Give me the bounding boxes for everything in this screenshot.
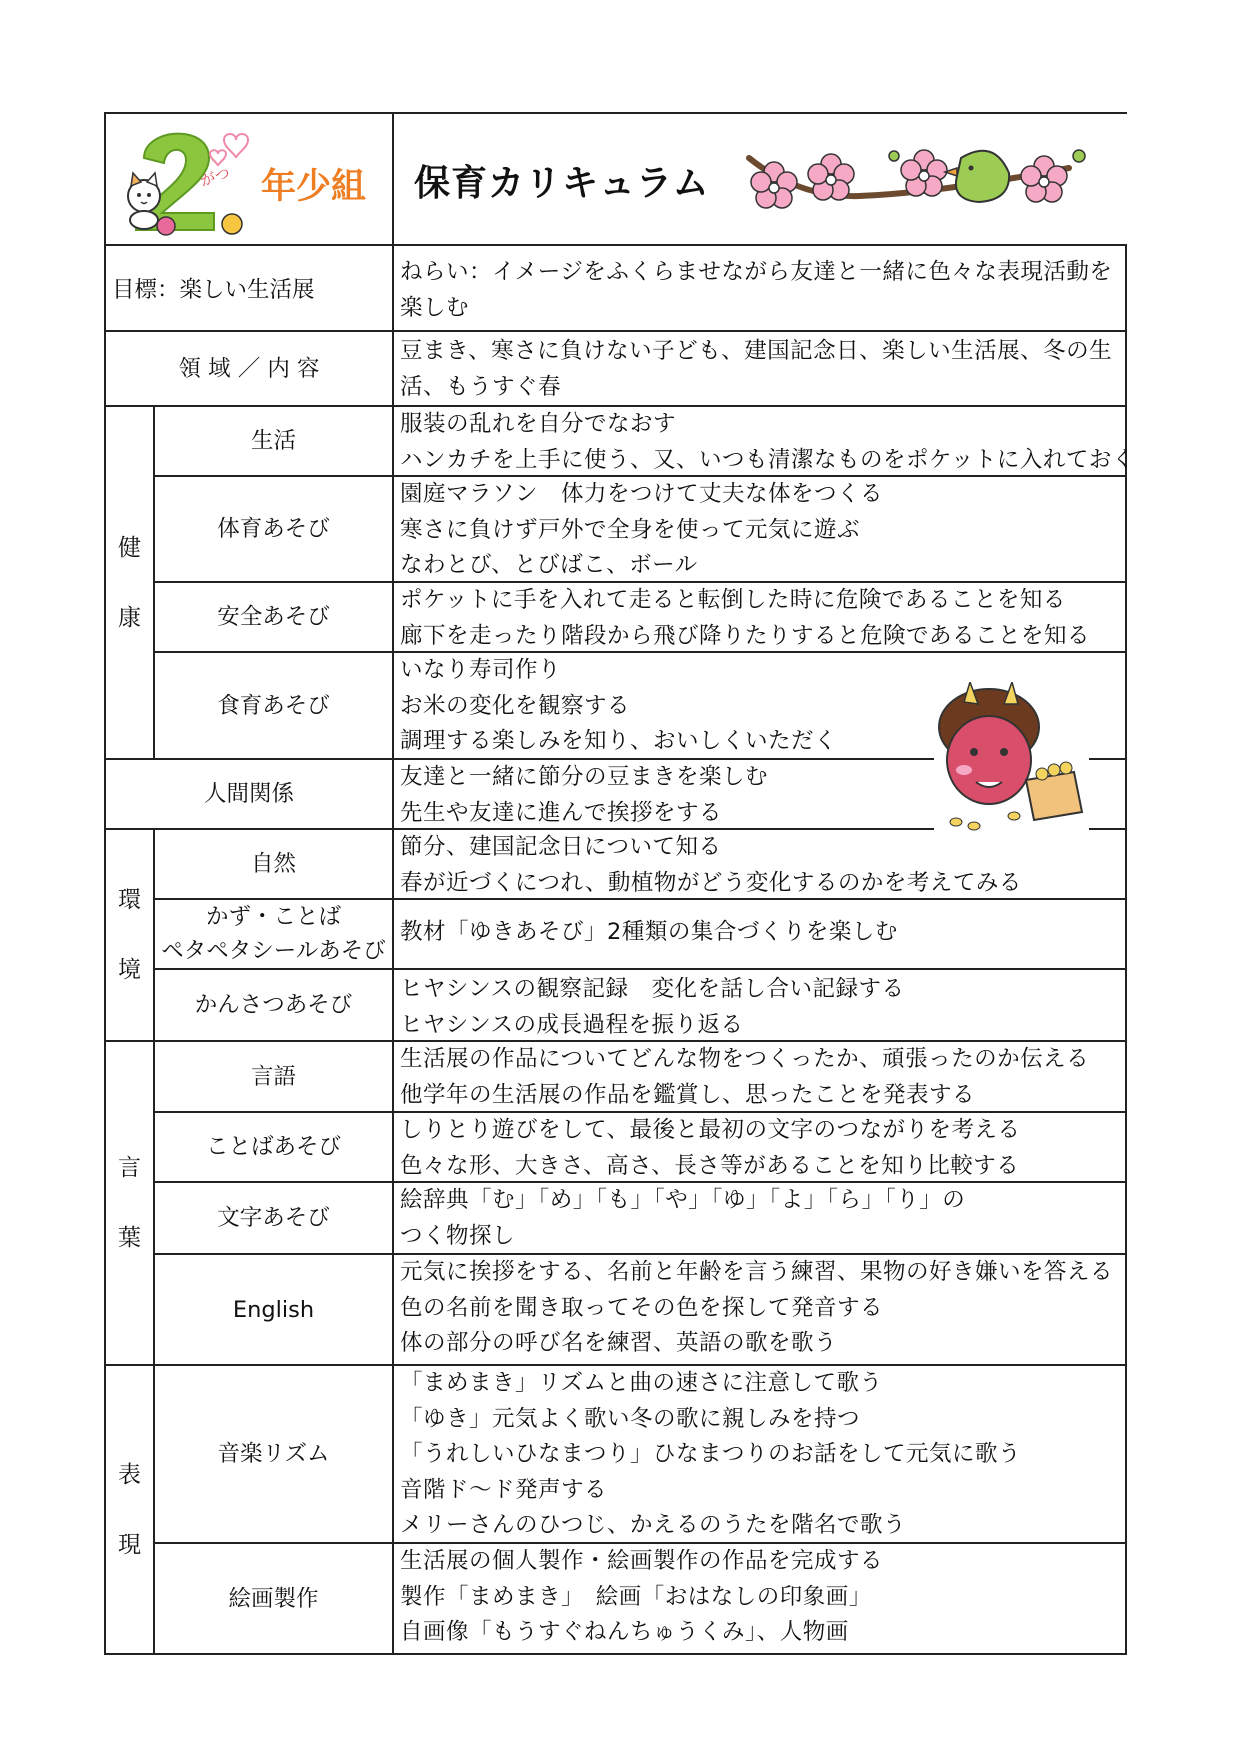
header-title-cell — [392, 112, 1127, 246]
row-content — [392, 1253, 1127, 1366]
section-health — [104, 405, 155, 760]
content-line: 「まめまき」リズムと曲の速さに注意して歌う — [400, 1370, 883, 1396]
content-line: 春が近づくにつれ、動植物がどう変化するのかを考えてみる — [400, 869, 1022, 896]
content-line: 生活展の個人製作・絵画製作の作品を完成する — [400, 1548, 884, 1574]
section-environment — [104, 828, 155, 1042]
section-language — [104, 1040, 155, 1366]
content-line: 生活展の作品についてどんな物をつくったか、頑張ったのか伝える — [400, 1046, 1090, 1072]
content-line: ヒヤシンスの観察記録 変化を話し合い記録する — [400, 976, 905, 1002]
domain-header-label: 領 域 ／ 内 容 — [178, 355, 320, 382]
row-content — [392, 1040, 1127, 1113]
row-label-text: 絵画製作 — [228, 1585, 319, 1612]
row-content — [392, 1364, 1127, 1544]
section-char: 葉 — [118, 1225, 141, 1251]
row-label — [153, 1040, 394, 1113]
content-line: 絵辞典「む」「め」「も」「や」「ゆ」「よ」「ら」「り」の — [400, 1187, 966, 1213]
row-content — [392, 898, 1127, 970]
section-char: 言 — [118, 1155, 141, 1181]
aim-line: ねらい：イメージをふくらませながら友達と一緒に色々な表現活動を — [400, 259, 1113, 285]
section-char: 健 — [118, 534, 141, 561]
content-line: しりとり遊びをして、最後と最初の文字のつながりを考える — [400, 1117, 1021, 1143]
domain-header-line: 豆まき、寒さに負けない子ども、建国記念日、楽しい生活展、冬の生 — [400, 338, 1113, 364]
cat-icon — [128, 173, 160, 229]
oni-demon-icon — [934, 682, 1094, 832]
bird-icon — [945, 151, 1009, 202]
plum-blossom-branch-icon — [739, 138, 1109, 218]
content-line: 寒さに負けず戸外で全身を使って元気に遊ぶ — [400, 516, 861, 543]
section-char: 表 — [118, 1461, 141, 1488]
class-name: 年少組 — [261, 167, 367, 207]
content-line: 製作「まめまき」 絵画「おはなしの印象画」 — [400, 1583, 872, 1610]
row-content — [392, 828, 1127, 900]
content-line: 服装の乱れを自分でなおす — [400, 411, 677, 437]
content-line: ハンカチを上手に使う、又、いつも清潔なものをポケットに入れておく — [400, 446, 1135, 473]
row-label-text: 安全あそび — [217, 604, 330, 630]
section-char: 康 — [118, 604, 141, 631]
row-content — [392, 581, 1127, 653]
row-label — [153, 1542, 394, 1655]
row-label-text: 体育あそび — [217, 516, 330, 542]
content-line: 調理する楽しみを知り、おいしくいただく — [400, 728, 838, 754]
row-label-text: ことばあそび — [205, 1134, 341, 1160]
content-line: ヒヤシンスの成長過程を振り返る — [400, 1011, 744, 1038]
row-label-text: かず・ことば — [205, 904, 341, 930]
row-label — [153, 581, 394, 653]
row-label-text: 自然 — [250, 851, 296, 877]
content-line: メリーさんのひつじ、かえるのうたを階名で歌う — [400, 1512, 907, 1538]
content-line: 友達と一緒に節分の豆まきを楽しむ — [400, 764, 769, 790]
domain-header-content — [392, 330, 1127, 407]
content-line: 「うれしいひなまつり」ひなまつりのお話をして元気に歌う — [400, 1441, 1022, 1467]
row-label-text: 食育あそび — [217, 692, 330, 719]
goal-label-cell — [104, 244, 394, 332]
content-line: なわとび、とびばこ、ボール — [400, 552, 698, 578]
section-char: 現 — [118, 1531, 141, 1558]
row-label-text: 文字あそび — [217, 1205, 330, 1231]
row-content — [392, 968, 1127, 1042]
row-label-text: 生活 — [250, 428, 296, 454]
row-label — [153, 405, 394, 477]
row-label — [153, 1181, 394, 1255]
content-line: 元気に挨拶をする、名前と年齢を言う練習、果物の好き嫌いを答える — [400, 1259, 1114, 1285]
row-label-text: 音楽リズム — [217, 1441, 330, 1467]
content-line: 色々な形、大きさ、高さ、長さ等があることを知り比較する — [400, 1152, 1020, 1179]
header-logo-cell — [104, 112, 394, 246]
row-content — [392, 1111, 1127, 1183]
page-title: 保育カリキュラム — [414, 162, 710, 204]
goal-label: 目標：楽しい生活展 — [112, 277, 315, 303]
content-line: 色の名前を聞き取ってその色を探して発音する — [400, 1294, 884, 1321]
domain-header-cell — [104, 330, 394, 407]
relations-label-cell — [104, 758, 394, 830]
aim-cell — [392, 244, 1127, 332]
row-content — [392, 475, 1127, 583]
row-content — [392, 1181, 1127, 1255]
content-line: 音階ド〜ド発声する — [400, 1476, 608, 1503]
row-label-text: かんさつあそび — [194, 992, 353, 1018]
content-line: つく物探し — [400, 1222, 516, 1249]
row-label — [153, 475, 394, 583]
row-label — [153, 828, 394, 900]
month-suffix: がつ — [198, 163, 233, 191]
content-line: 節分、建国記念日について知る — [400, 834, 722, 860]
content-line: 先生や友達に進んで挨拶をする — [400, 799, 723, 826]
row-content — [392, 405, 1135, 477]
row-label — [153, 651, 394, 760]
heart-icon — [210, 134, 248, 166]
content-line: 教材「ゆきあそび」2種類の集合づくりを楽しむ — [400, 919, 898, 945]
content-line: お米の変化を観察する — [400, 692, 631, 719]
month-badge-icon — [114, 118, 264, 243]
row-label-text: 人間関係 — [203, 781, 294, 807]
curriculum-sheet — [104, 112, 1135, 1655]
row-label — [153, 1364, 394, 1544]
row-label — [153, 1111, 394, 1183]
row-content — [392, 1542, 1127, 1655]
section-char: 境 — [118, 957, 141, 983]
row-label — [153, 968, 394, 1042]
row-label — [153, 898, 394, 970]
section-char: 環 — [118, 887, 141, 913]
content-line: 自画像「もうすぐねんちゅうくみ」、人物画 — [400, 1619, 849, 1645]
row-label-text: 言語 — [250, 1063, 296, 1090]
content-line: ポケットに手を入れて走ると転倒した時に危険であることを知る — [400, 587, 1066, 613]
content-line: 園庭マラソン 体力をつけて丈夫な体をつくる — [400, 481, 884, 507]
content-line: 体の部分の呼び名を練習、英語の歌を歌う — [400, 1330, 838, 1356]
content-line: 廊下を走ったり階段から飛び降りたりすると危険であることを知る — [400, 622, 1091, 649]
content-line: 「ゆき」元気よく歌い冬の歌に親しみを持つ — [400, 1405, 861, 1432]
section-expression — [104, 1364, 155, 1655]
content-line: いなり寿司作り — [400, 657, 562, 683]
domain-header-line: 活、もうすぐ春 — [400, 373, 562, 400]
aim-line: 楽しむ — [400, 294, 470, 321]
row-label-text: ペタペタシールあそび — [161, 938, 386, 964]
row-label-text: English — [232, 1296, 315, 1323]
content-line: 他学年の生活展の作品を鑑賞し、思ったことを発表する — [400, 1081, 976, 1108]
row-label — [153, 1253, 394, 1366]
